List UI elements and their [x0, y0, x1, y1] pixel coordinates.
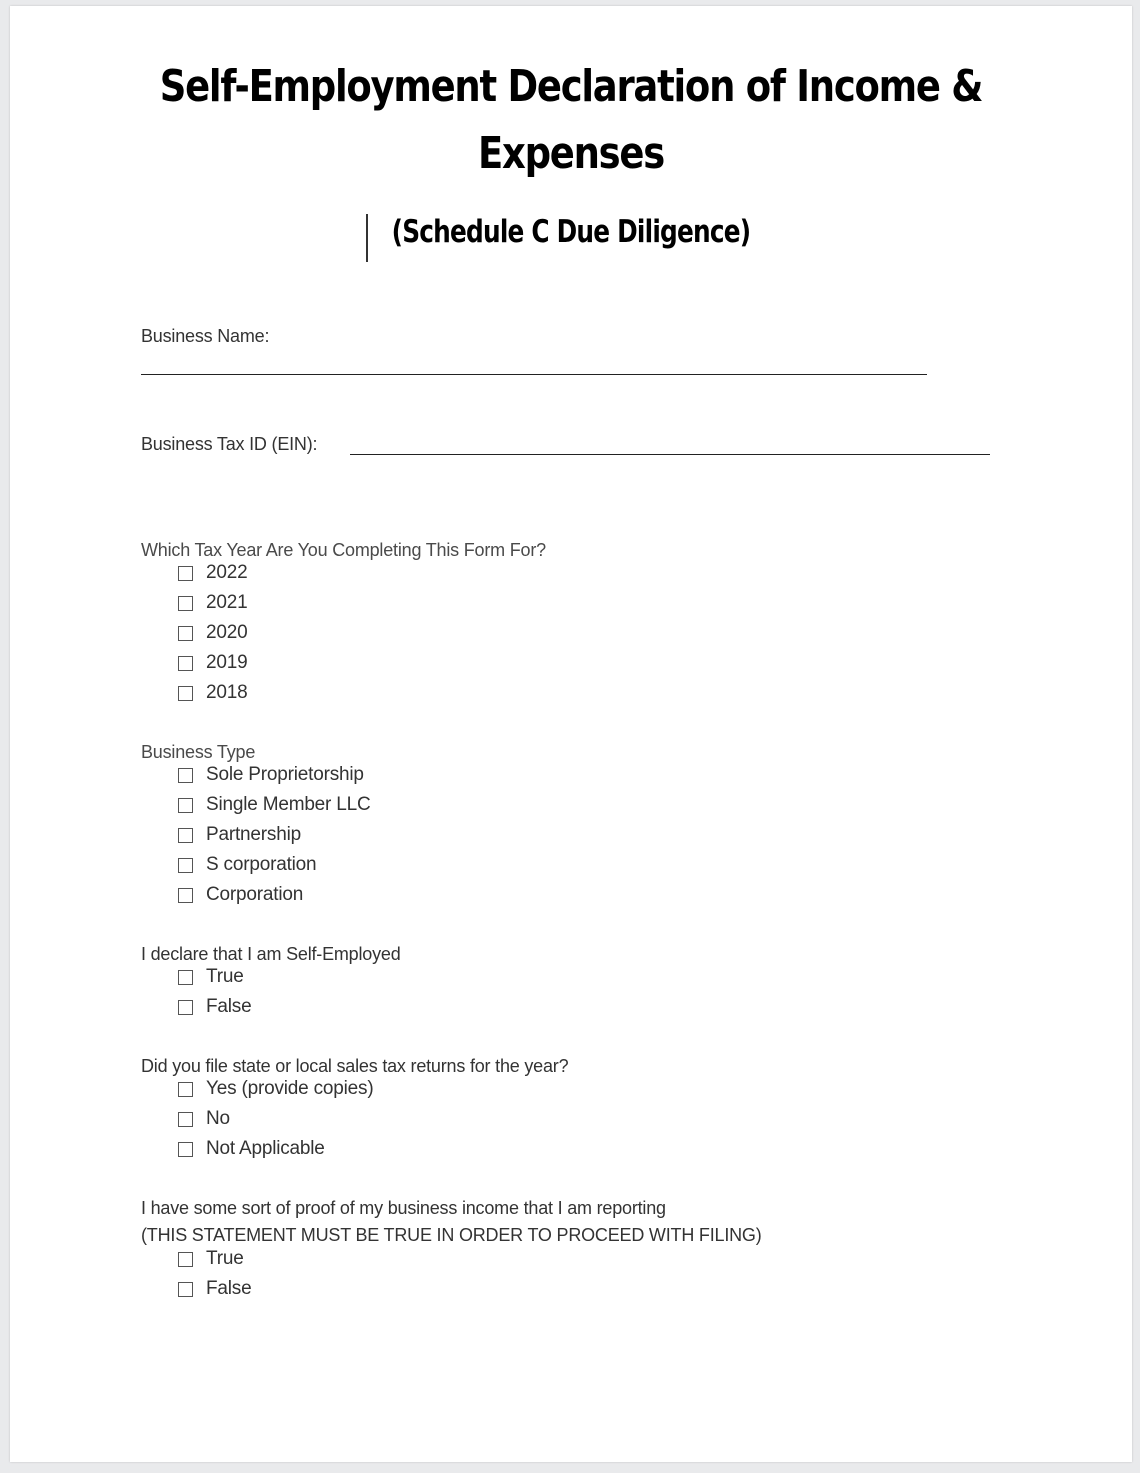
checkbox[interactable]	[178, 768, 193, 783]
business-type-option-partnership[interactable]	[178, 824, 301, 846]
checkbox[interactable]	[178, 858, 193, 873]
proof-income-question: I have some sort of proof of my business income that I am reporting	[141, 1198, 666, 1218]
option-label: 2019	[206, 652, 248, 673]
tax-year-question: Which Tax Year Are You Completing This Form For?	[141, 540, 546, 560]
checkbox[interactable]	[178, 656, 193, 671]
option-label: False	[206, 1278, 252, 1299]
checkbox[interactable]	[178, 1000, 193, 1015]
business-name-field[interactable]	[141, 374, 927, 375]
tax-year-option-2020[interactable]	[178, 622, 247, 644]
option-label: Yes (provide copies)	[206, 1078, 374, 1099]
option-label: S corporation	[206, 854, 317, 875]
option-label: Corporation	[206, 884, 304, 905]
checkbox[interactable]	[178, 828, 193, 843]
checkbox[interactable]	[178, 686, 193, 701]
checkbox[interactable]	[178, 970, 193, 985]
checkbox[interactable]	[178, 1082, 193, 1097]
proof-income-option-false[interactable]	[178, 1278, 251, 1300]
checkbox[interactable]	[178, 798, 193, 813]
checkbox[interactable]	[178, 1112, 193, 1127]
tax-year-option-2021[interactable]	[178, 592, 247, 614]
option-label: Not Applicable	[206, 1138, 325, 1159]
checkbox[interactable]	[178, 1252, 193, 1267]
proof-income-note: (THIS STATEMENT MUST BE TRUE IN ORDER TO PROCEED WITH FILING)	[141, 1225, 762, 1245]
document-page	[10, 6, 1132, 1462]
business-name-label: Business Name:	[141, 326, 270, 346]
checkbox[interactable]	[178, 1142, 193, 1157]
option-label: 2018	[206, 682, 248, 703]
document-subtitle: (Schedule C Due Diligence)	[391, 214, 751, 250]
business-type-option-s-corporation[interactable]	[178, 854, 316, 876]
self-employed-question: I declare that I am Self-Employed	[141, 944, 401, 964]
business-type-option-single-member-llc[interactable]	[178, 794, 371, 816]
option-label: True	[206, 1248, 244, 1269]
tax-year-option-2022[interactable]	[178, 562, 247, 584]
business-type-question: Business Type	[141, 742, 256, 762]
business-type-option-sole-proprietorship[interactable]	[178, 764, 364, 786]
text-cursor	[366, 214, 368, 262]
business-tax-id-field[interactable]	[350, 454, 990, 455]
option-label: No	[206, 1108, 230, 1129]
checkbox[interactable]	[178, 626, 193, 641]
tax-year-option-2019[interactable]	[178, 652, 247, 674]
option-label: 2020	[206, 622, 248, 643]
self-employed-option-false[interactable]	[178, 996, 251, 1018]
option-label: Partnership	[206, 824, 301, 845]
sales-tax-question: Did you file state or local sales tax returns for the year?	[141, 1056, 569, 1076]
business-type-option-corporation[interactable]	[178, 884, 303, 906]
business-tax-id-label: Business Tax ID (EIN):	[141, 434, 318, 454]
option-label: Single Member LLC	[206, 794, 371, 815]
document-title-line-1: Self-Employment Declaration of Income &	[159, 61, 983, 112]
option-label: True	[206, 966, 244, 987]
self-employed-option-true[interactable]	[178, 966, 244, 988]
sales-tax-option-no[interactable]	[178, 1108, 230, 1130]
option-label: False	[206, 996, 252, 1017]
sales-tax-option-yes[interactable]	[178, 1078, 373, 1100]
sales-tax-option-not-applicable[interactable]	[178, 1138, 325, 1160]
checkbox[interactable]	[178, 1282, 193, 1297]
checkbox[interactable]	[178, 596, 193, 611]
option-label: 2022	[206, 562, 248, 583]
document-title-line-2: Expenses	[478, 128, 664, 179]
proof-income-option-true[interactable]	[178, 1248, 244, 1270]
checkbox[interactable]	[178, 888, 193, 903]
option-label: Sole Proprietorship	[206, 764, 364, 785]
checkbox[interactable]	[178, 566, 193, 581]
option-label: 2021	[206, 592, 248, 613]
tax-year-option-2018[interactable]	[178, 682, 247, 704]
